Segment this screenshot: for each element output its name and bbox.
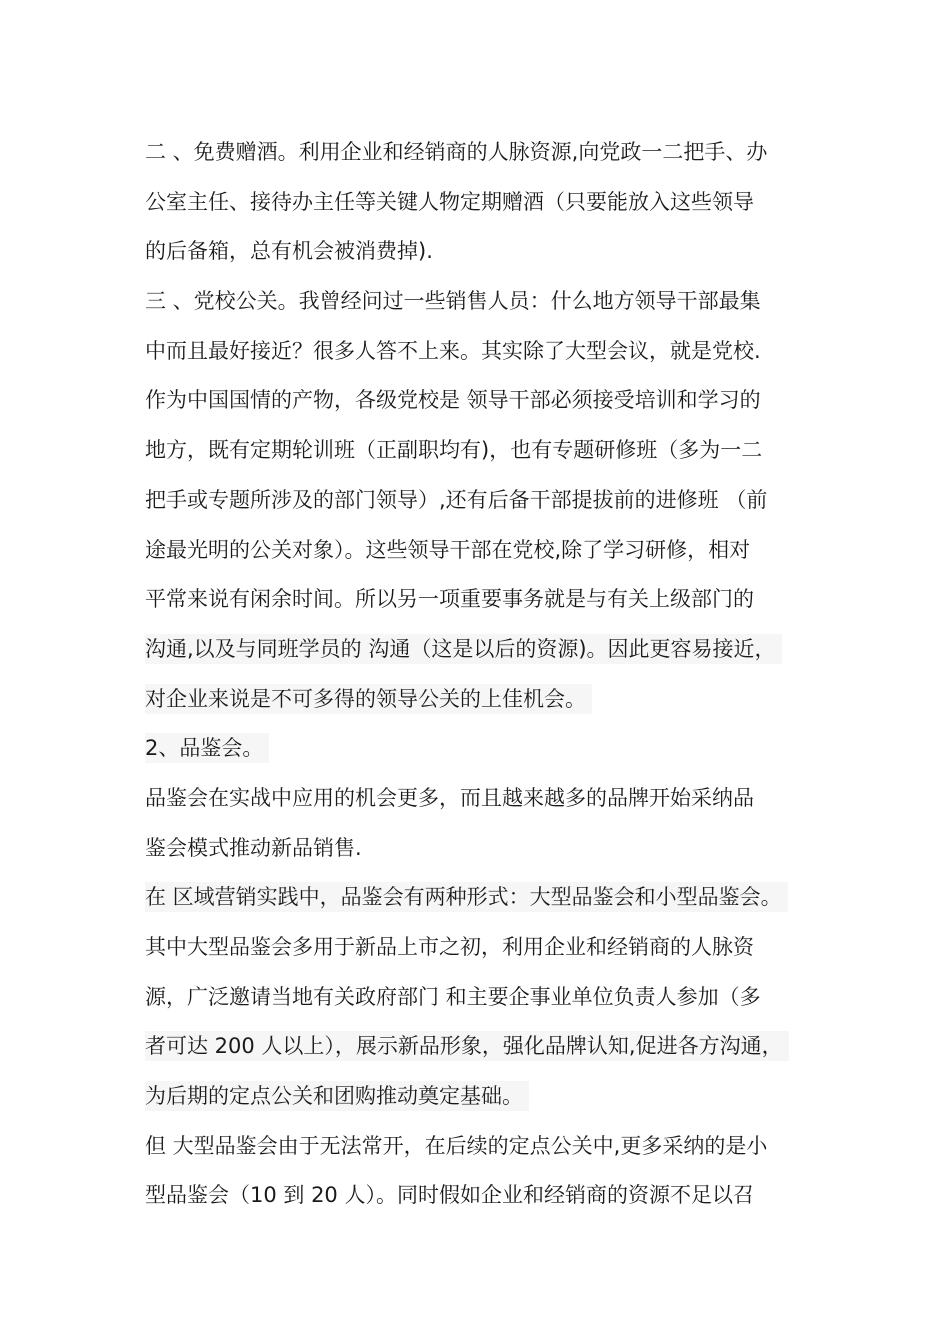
text-line — [145, 923, 835, 973]
text-line — [145, 575, 835, 625]
text-line-content: 平常来说有闲余时间。所以另一项重要事务就是与有关上级部门的 — [145, 587, 754, 612]
text-line — [145, 277, 835, 327]
text-line-content: 作为中国国情的产物，各级党校是 领导干部必须接受培训和学习的 — [145, 388, 761, 413]
text-line — [145, 873, 835, 923]
text-line-content: 者可达 200 人以上），展示新品形象，强化品牌认知,促进各方沟通， — [145, 1031, 789, 1061]
text-line-content: 途最光明的公关对象）。这些领导干部在党校,除了学习研修，相对 — [145, 537, 751, 562]
text-line — [145, 178, 835, 228]
text-line — [145, 128, 835, 178]
text-line-content: 把手或专题所涉及的部门领导）,还有后备干部提拔前的进修班 （前 — [145, 487, 768, 512]
text-line-content: 的后备箱，总有机会被消费掉). — [145, 239, 433, 264]
text-line-content: 2、品鉴会。 — [145, 733, 269, 763]
text-line-content: 其中大型品鉴会多用于新品上市之初，利用企业和经销商的人脉资 — [145, 935, 754, 959]
text-line-content: 鉴会模式推动新品销售. — [145, 835, 362, 860]
text-line-content: 沟通,以及与同班学员的 沟通（这是以后的资源)。因此更容易接近， — [145, 634, 782, 664]
text-line-content: 型品鉴会（10 到 20 人）。同时假如企业和经销商的资源不足以召 — [145, 1183, 754, 1208]
text-line — [145, 774, 835, 824]
text-line — [145, 476, 835, 526]
text-line-content: 为后期的定点公关和团购推动奠定基础。 — [145, 1081, 529, 1111]
text-line-content: 品鉴会在实战中应用的机会更多，而且越来越多的品牌开始采纳品 — [145, 785, 754, 810]
text-line-content: 但 大型品鉴会由于无法常开，在后续的定点公关中,更多采纳的是小 — [145, 1133, 768, 1158]
text-line — [145, 1122, 835, 1172]
text-line — [145, 625, 835, 675]
text-line — [145, 1171, 835, 1221]
text-line-content: 地方，既有定期轮训班（正副职均有)，也有专题研修班（多为一二 — [145, 438, 763, 463]
text-line-content: 对企业来说是不可多得的领导公关的上佳机会。 — [145, 684, 592, 714]
document-body — [145, 128, 835, 1221]
text-line — [145, 227, 835, 277]
text-line-content: 公室主任、接待办主任等关键人物定期赠酒（只要能放入这些领导 — [145, 189, 754, 214]
text-line — [145, 1022, 835, 1072]
text-line-content: 在 区域营销实践中，品鉴会有两种形式：大型品鉴会和小型品鉴会。 — [145, 882, 788, 912]
text-line — [145, 376, 835, 426]
text-line — [145, 675, 835, 725]
text-line-content: 三 、党校公关。我曾经问过一些销售人员：什么地方领导干部最集 — [145, 289, 761, 314]
text-line-content: 中而且最好接近？很多人答不上来。其实除了大型会议，就是党校. — [145, 338, 761, 363]
text-line — [145, 426, 835, 476]
text-line — [145, 327, 835, 377]
text-line — [145, 526, 835, 576]
section-heading — [145, 724, 835, 774]
text-line — [145, 973, 835, 1023]
text-line — [145, 824, 835, 874]
text-line-content: 源，广泛邀请当地有关政府部门 和主要企事业单位负责人参加（多 — [145, 984, 761, 1009]
text-line — [145, 1072, 835, 1122]
text-line-content: 二 、免费赠酒。利用企业和经销商的人脉资源,向党政一二把手、办 — [145, 140, 768, 164]
